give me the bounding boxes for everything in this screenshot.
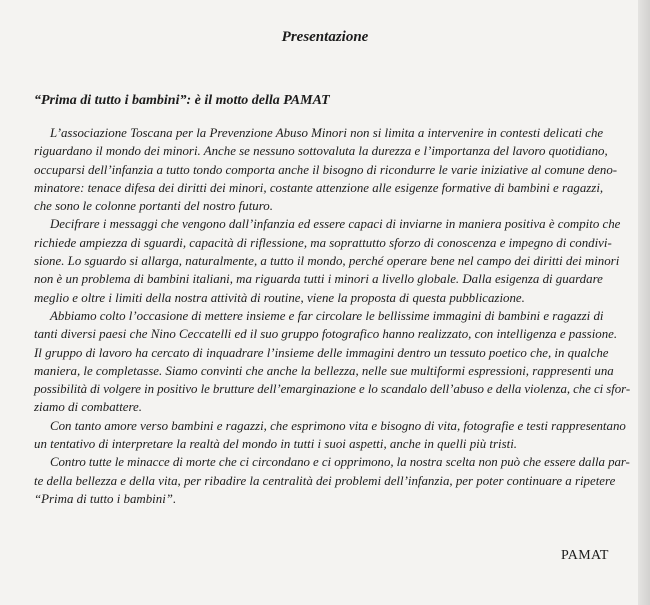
text-line: possibilità di volgere in positivo le brutture dell’emarginazione e lo scandalo dell’abuso e della violenza, che ci sfor-: [34, 382, 631, 397]
text-line: Abbiamo colto l’occasione di mettere insieme e far circolare le bellissime immagini di bambini e ragazzi di: [50, 308, 604, 323]
text-line: non è un problema di bambini italiani, ma riguarda tutti i minori a livello globale. Dalla esigenza di guardare: [34, 272, 603, 287]
paragraph: [34, 417, 630, 454]
subtitle-motto: “Prima di tutto i bambini”: è il motto della PAMAT: [34, 93, 330, 108]
text-line: meglio e oltre i limiti della nostra attività di routine, viene la proposta di questa pubblicazione.: [34, 290, 525, 305]
paragraph: [34, 215, 630, 306]
text-line: sione. Lo sguardo si allarga, naturalmente, a tutto il mondo, perché operare bene nel campo dei diritti dei minori: [34, 254, 620, 269]
signature: PAMAT: [561, 548, 609, 563]
text-line: Il gruppo di lavoro ha cercato di inquadrare l’insieme delle immagini dentro un tessuto poetico che, in qualche: [34, 345, 609, 360]
page-title: Presentazione: [281, 29, 369, 45]
text-line: tanti diversi paesi che Nino Ceccatelli ed il suo gruppo fotografico hanno realizzato, con intelligenza e passione.: [34, 327, 618, 342]
paragraph: [34, 124, 630, 215]
text-line: Contro tutte le minacce di morte che ci circondano e ci opprimono, la nostra scelta non può che essere dalla par-: [50, 455, 630, 470]
paragraph: [34, 307, 630, 417]
text-line: Con tanto amore verso bambini e ragazzi, che esprimono vita e bisogno di vita, fotografie e testi rappresentano: [50, 418, 626, 433]
text-line: ziamo di combattere.: [34, 400, 143, 415]
text-line: te della bellezza e della vita, per ribadire la centralità dei problemi dell’infanzia, per poter continuare a ripetere: [34, 473, 616, 488]
text-line: riguardano il mondo dei minori. Anche se nessuno sottovaluta la durezza e l’importanza del lavoro quotidiano,: [34, 144, 608, 159]
text-line: L’associazione Toscana per la Prevenzione Abuso Minori non si limita a intervenire in contesti delicati che: [50, 126, 604, 140]
text-line: maniera, le completasse. Siamo convinti che anche la bellezza, nelle sue multiformi espressioni, rappresenti una: [34, 363, 614, 378]
text-line: che sono le colonne portanti del nostro futuro.: [34, 199, 273, 214]
text-line: Decifrare i messaggi che vengono dall’infanzia ed essere capaci di inviarne in maniera positiva è compito che: [50, 217, 621, 232]
page-edge: [638, 0, 650, 605]
paragraph: [34, 453, 630, 508]
text-line: occuparsi dell’infanzia a tutto tondo comporta anche il bisogno di ricondurre le varie iniziative al comune deno-: [34, 162, 618, 177]
text-line: minatore: tenace difesa dei diritti dei minori, costante attenzione alle esigenze formative di bambini e ragazzi,: [34, 180, 604, 195]
text-line: “Prima di tutto i bambini”.: [34, 491, 177, 506]
text-line: richiede ampiezza di sguardi, capacità di riflessione, ma soprattutto sforzo di conoscenza e impegno di condivi-: [34, 235, 612, 250]
text-line: un tentativo di interpretare la realtà del mondo in tutti i suoi aspetti, anche in quelli più tristi.: [34, 437, 518, 452]
body-text: [34, 124, 630, 508]
